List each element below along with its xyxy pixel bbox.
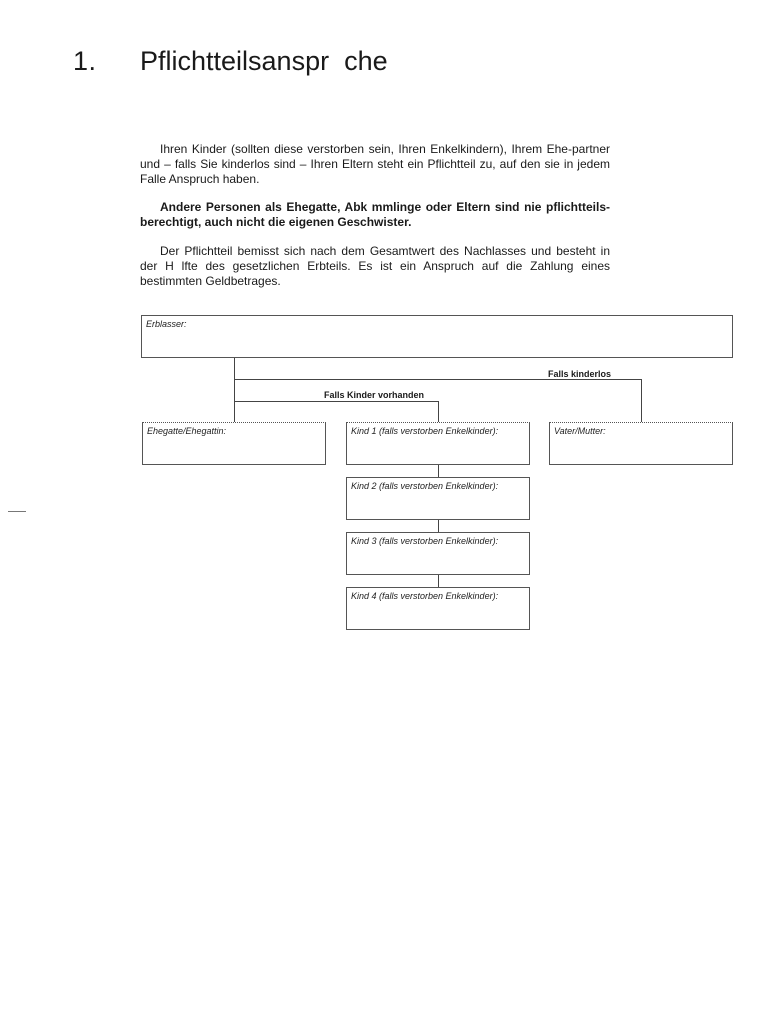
connector-child-1-2 [438, 465, 439, 477]
branch-label-kinderlos: Falls kinderlos [548, 369, 612, 379]
child-box-4[interactable] [346, 587, 530, 630]
paragraph-intro [140, 142, 610, 187]
paragraph-detail [140, 244, 610, 289]
child-label-4: Kind 4 (falls verstorben Enkelkinder): [351, 591, 499, 601]
paragraph-detail-text: Der Pflichtteil bemisst sich nach dem Gesamtwert des Nachlasses und besteht in der H lfte des gesetzlichen Erbteils. Es ist ein Anspruch auf die Zahlung eines bestimmten Geldbetrages. [140, 244, 610, 288]
paragraph-emphasis-text: Andere Personen als Ehegatte, Abk mmlinge oder Eltern sind nie pflichtteils-berechtigt, auch nicht die eigenen Geschwister. [140, 200, 610, 229]
erblasser-label: Erblasser: [146, 319, 187, 329]
connector-kinderlos-horizontal [234, 379, 642, 380]
erblasser-box[interactable] [141, 315, 733, 358]
parents-box[interactable] [549, 422, 733, 465]
child-box-1[interactable] [346, 422, 530, 465]
connector-kinder-drop [438, 401, 439, 422]
page-title: Pflichtteilsanspr che [140, 46, 388, 76]
heading-number: 1. [73, 46, 97, 76]
paragraph-intro-text: Ihren Kinder (sollten diese verstorben sein, Ihren Enkelkindern), Ihrem Ehe-partner und – falls Sie kinderlos sind – Ihren Eltern steht ein Pflichtteil zu, auf den sie in jedem Falle Anspruch haben. [140, 142, 610, 186]
branch-label-kinder: Falls Kinder vorhanden [324, 390, 425, 400]
connector-child-2-3 [438, 520, 439, 532]
connector-kinder-horizontal [234, 401, 439, 402]
parents-label: Vater/Mutter: [554, 426, 606, 436]
paragraph-emphasis [140, 200, 610, 230]
spouse-label: Ehegatte/Ehegattin: [147, 426, 227, 436]
connector-trunk [234, 358, 235, 422]
child-box-2[interactable] [346, 477, 530, 520]
child-label-2: Kind 2 (falls verstorben Enkelkinder): [351, 481, 499, 491]
connector-child-3-4 [438, 575, 439, 587]
child-box-3[interactable] [346, 532, 530, 575]
margin-mark [8, 511, 26, 512]
connector-kinderlos-drop [641, 379, 642, 422]
child-label-1: Kind 1 (falls verstorben Enkelkinder): [351, 426, 499, 436]
child-label-3: Kind 3 (falls verstorben Enkelkinder): [351, 536, 499, 546]
spouse-box[interactable] [142, 422, 326, 465]
